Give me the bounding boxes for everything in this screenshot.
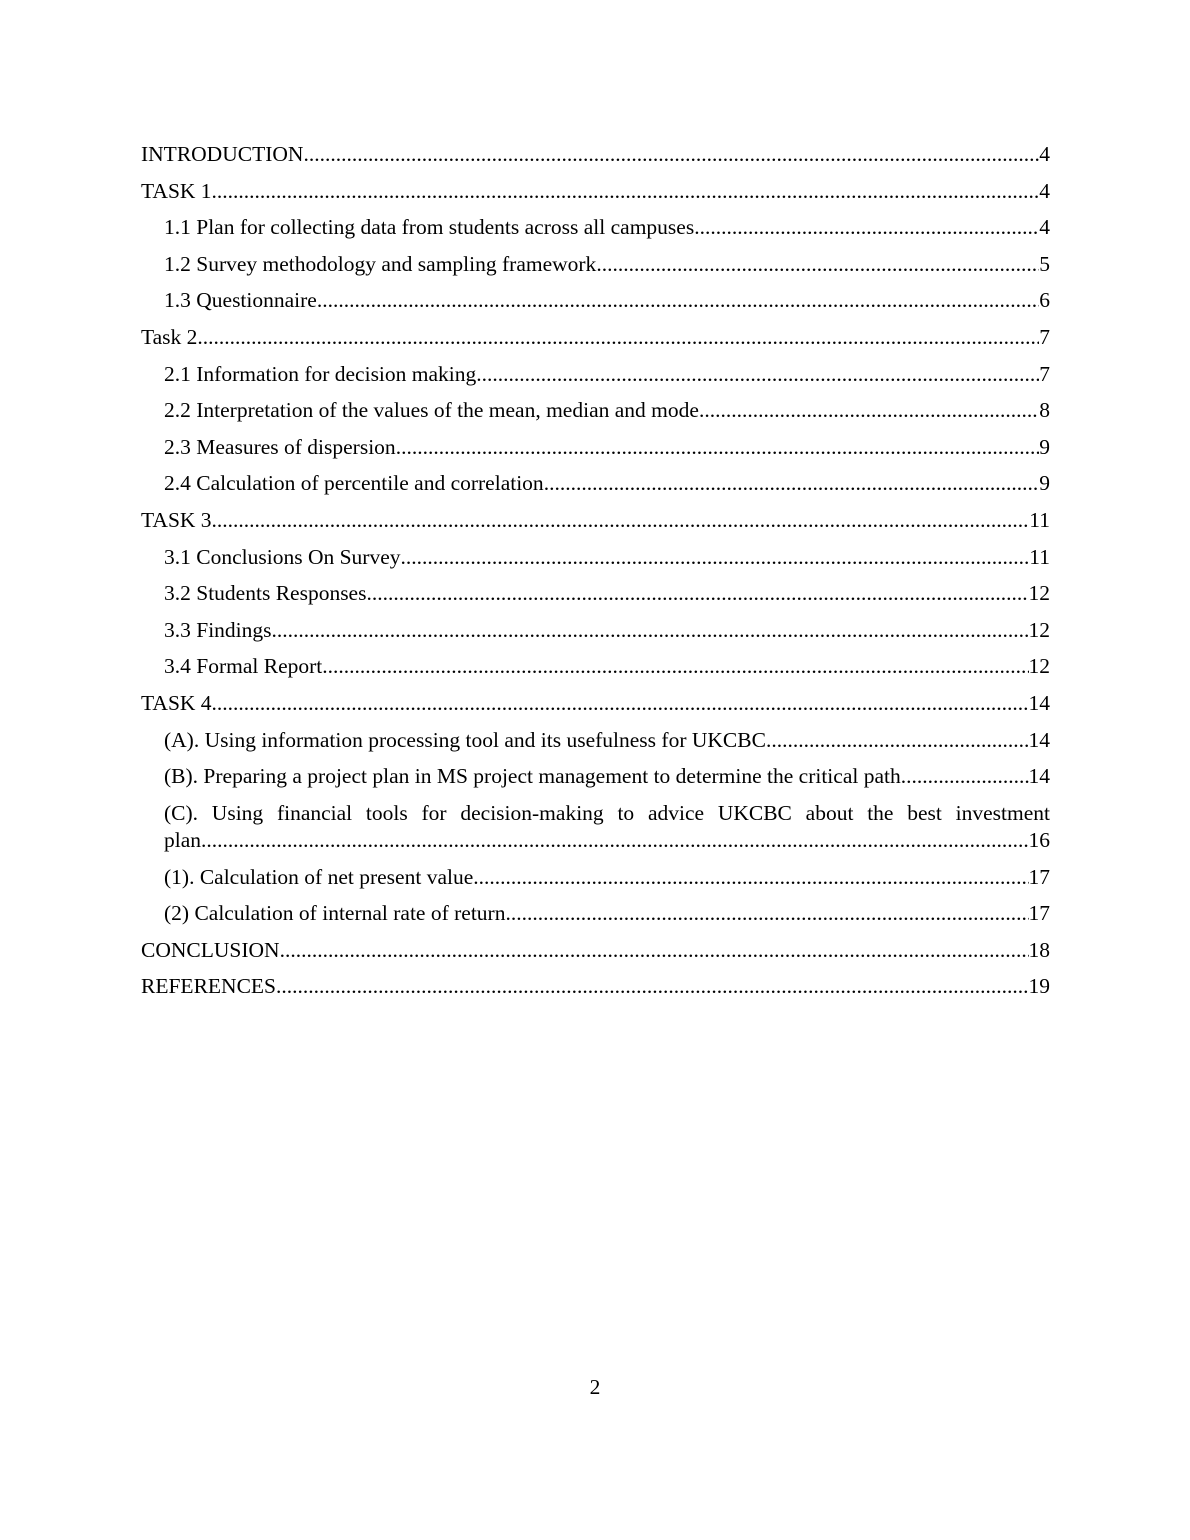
toc-entry-label: TASK 4 <box>141 690 212 715</box>
toc-entry-task-1[interactable] <box>141 173 1050 210</box>
toc-entry-c[interactable] <box>141 795 1050 859</box>
toc-entry-page: 17 <box>1028 864 1050 889</box>
toc-entry-page: 4 <box>1039 142 1050 166</box>
dot-leader <box>901 758 1029 795</box>
toc-entry-page: 7 <box>1039 361 1050 386</box>
toc-entry-2-irr[interactable] <box>141 895 1050 932</box>
dot-leader <box>366 575 1028 612</box>
toc-entry-page: 17 <box>1028 901 1050 926</box>
dot-leader <box>476 356 1039 393</box>
toc-entry-label: 3.3 Findings <box>164 617 272 642</box>
dot-leader <box>505 895 1028 932</box>
toc-entry-page: 5 <box>1039 251 1050 276</box>
toc-entry-3-3[interactable] <box>141 612 1050 649</box>
dot-leader <box>212 173 1040 210</box>
dot-leader <box>272 612 1029 649</box>
toc-entry-page: 12 <box>1028 581 1050 606</box>
toc-entry-page: 12 <box>1028 617 1050 642</box>
toc-entry-label: REFERENCES <box>141 974 276 999</box>
toc-entry-page: 12 <box>1028 654 1050 679</box>
toc-entry-label-continued: plan <box>164 827 202 852</box>
toc-entry-page: 14 <box>1028 727 1050 752</box>
toc-entry-2-3[interactable] <box>141 429 1050 466</box>
toc-entry-1-npv[interactable] <box>141 859 1050 896</box>
toc-entry-introduction[interactable] <box>141 136 1050 173</box>
dot-leader <box>473 859 1028 896</box>
toc-entry-2-4[interactable] <box>141 465 1050 502</box>
toc-entry-label: (2) Calculation of internal rate of return <box>164 901 506 926</box>
toc-entry-3-4[interactable] <box>141 648 1050 685</box>
dot-leader <box>280 932 1029 969</box>
page-number: 2 <box>589 1375 601 1399</box>
dot-leader <box>544 465 1040 502</box>
toc-entry-label: (C). Using financial tools for decision-making to advice UKCBC about the best investment <box>164 800 1050 825</box>
dot-leader <box>766 722 1029 759</box>
dot-leader <box>201 827 1028 854</box>
toc-entry-label: 1.3 Questionnaire <box>164 288 317 313</box>
toc-entry-2-1[interactable] <box>141 356 1050 393</box>
toc-entry-a[interactable] <box>141 722 1050 759</box>
toc-entry-label: 3.4 Formal Report <box>164 654 323 679</box>
toc-entry-label: Task 2 <box>141 324 198 349</box>
dot-leader <box>401 539 1030 576</box>
toc-entry-label: (B). Preparing a project plan in MS project management to determine the critical path <box>164 764 901 789</box>
toc-entry-page: 9 <box>1039 471 1050 496</box>
toc-entry-page: 8 <box>1039 398 1050 423</box>
toc-entry-label: 1.2 Survey methodology and sampling framework <box>164 251 597 276</box>
table-of-contents <box>141 136 1050 1005</box>
toc-entry-label: (A). Using information processing tool and its usefulness for UKCBC <box>164 727 766 752</box>
toc-entry-label: TASK 3 <box>141 507 212 532</box>
toc-entry-task-4[interactable] <box>141 685 1050 722</box>
dot-leader <box>212 502 1030 539</box>
dot-leader <box>317 282 1039 319</box>
dot-leader <box>212 685 1029 722</box>
toc-entry-label: 2.1 Information for decision making <box>164 361 477 386</box>
toc-entry-label: 2.3 Measures of dispersion <box>164 434 396 459</box>
toc-entry-label: 3.2 Students Responses <box>164 581 367 606</box>
toc-entry-label: 2.2 Interpretation of the values of the mean, median and mode <box>164 398 699 423</box>
dot-leader <box>276 968 1029 1005</box>
toc-entry-references[interactable] <box>141 968 1050 1005</box>
dot-leader <box>197 319 1039 356</box>
toc-entry-page: 11 <box>1029 544 1050 569</box>
toc-entry-page: 18 <box>1028 937 1050 962</box>
toc-entry-label: TASK 1 <box>141 178 212 203</box>
toc-entry-label: 1.1 Plan for collecting data from students across all campuses <box>164 215 695 240</box>
toc-entry-page: 11 <box>1029 507 1050 532</box>
toc-entry-3-1[interactable] <box>141 539 1050 576</box>
dot-leader <box>322 648 1028 685</box>
toc-entry-page: 4 <box>1039 178 1050 203</box>
toc-entry-task-2[interactable] <box>141 319 1050 356</box>
dot-leader <box>596 246 1039 283</box>
dot-leader <box>396 429 1040 466</box>
toc-entry-page: 16 <box>1028 827 1050 852</box>
dot-leader <box>303 136 1039 173</box>
toc-entry-1-1[interactable] <box>141 209 1050 246</box>
toc-entry-1-2[interactable] <box>141 246 1050 283</box>
toc-entry-page: 14 <box>1028 690 1050 715</box>
toc-entry-page: 14 <box>1028 764 1050 789</box>
toc-entry-3-2[interactable] <box>141 575 1050 612</box>
toc-entry-label: 3.1 Conclusions On Survey <box>164 544 401 569</box>
toc-entry-label: 2.4 Calculation of percentile and correlation <box>164 471 544 496</box>
dot-leader <box>699 392 1039 429</box>
toc-entry-1-3[interactable] <box>141 282 1050 319</box>
dot-leader <box>694 209 1039 246</box>
toc-entry-page: 9 <box>1039 434 1050 459</box>
toc-entry-conclusion[interactable] <box>141 932 1050 969</box>
toc-entry-page: 4 <box>1039 215 1050 240</box>
toc-entry-label: CONCLUSION <box>141 937 280 962</box>
toc-entry-label: (1). Calculation of net present value <box>164 864 474 889</box>
toc-entry-task-3[interactable] <box>141 502 1050 539</box>
toc-entry-continuation <box>164 827 1050 854</box>
toc-entry-page: 19 <box>1028 974 1050 999</box>
toc-entry-page: 7 <box>1039 324 1050 349</box>
toc-entry-2-2[interactable] <box>141 392 1050 429</box>
toc-entry-page: 6 <box>1039 288 1050 313</box>
toc-entry-b[interactable] <box>141 758 1050 795</box>
toc-entry-label: INTRODUCTION <box>141 142 304 166</box>
